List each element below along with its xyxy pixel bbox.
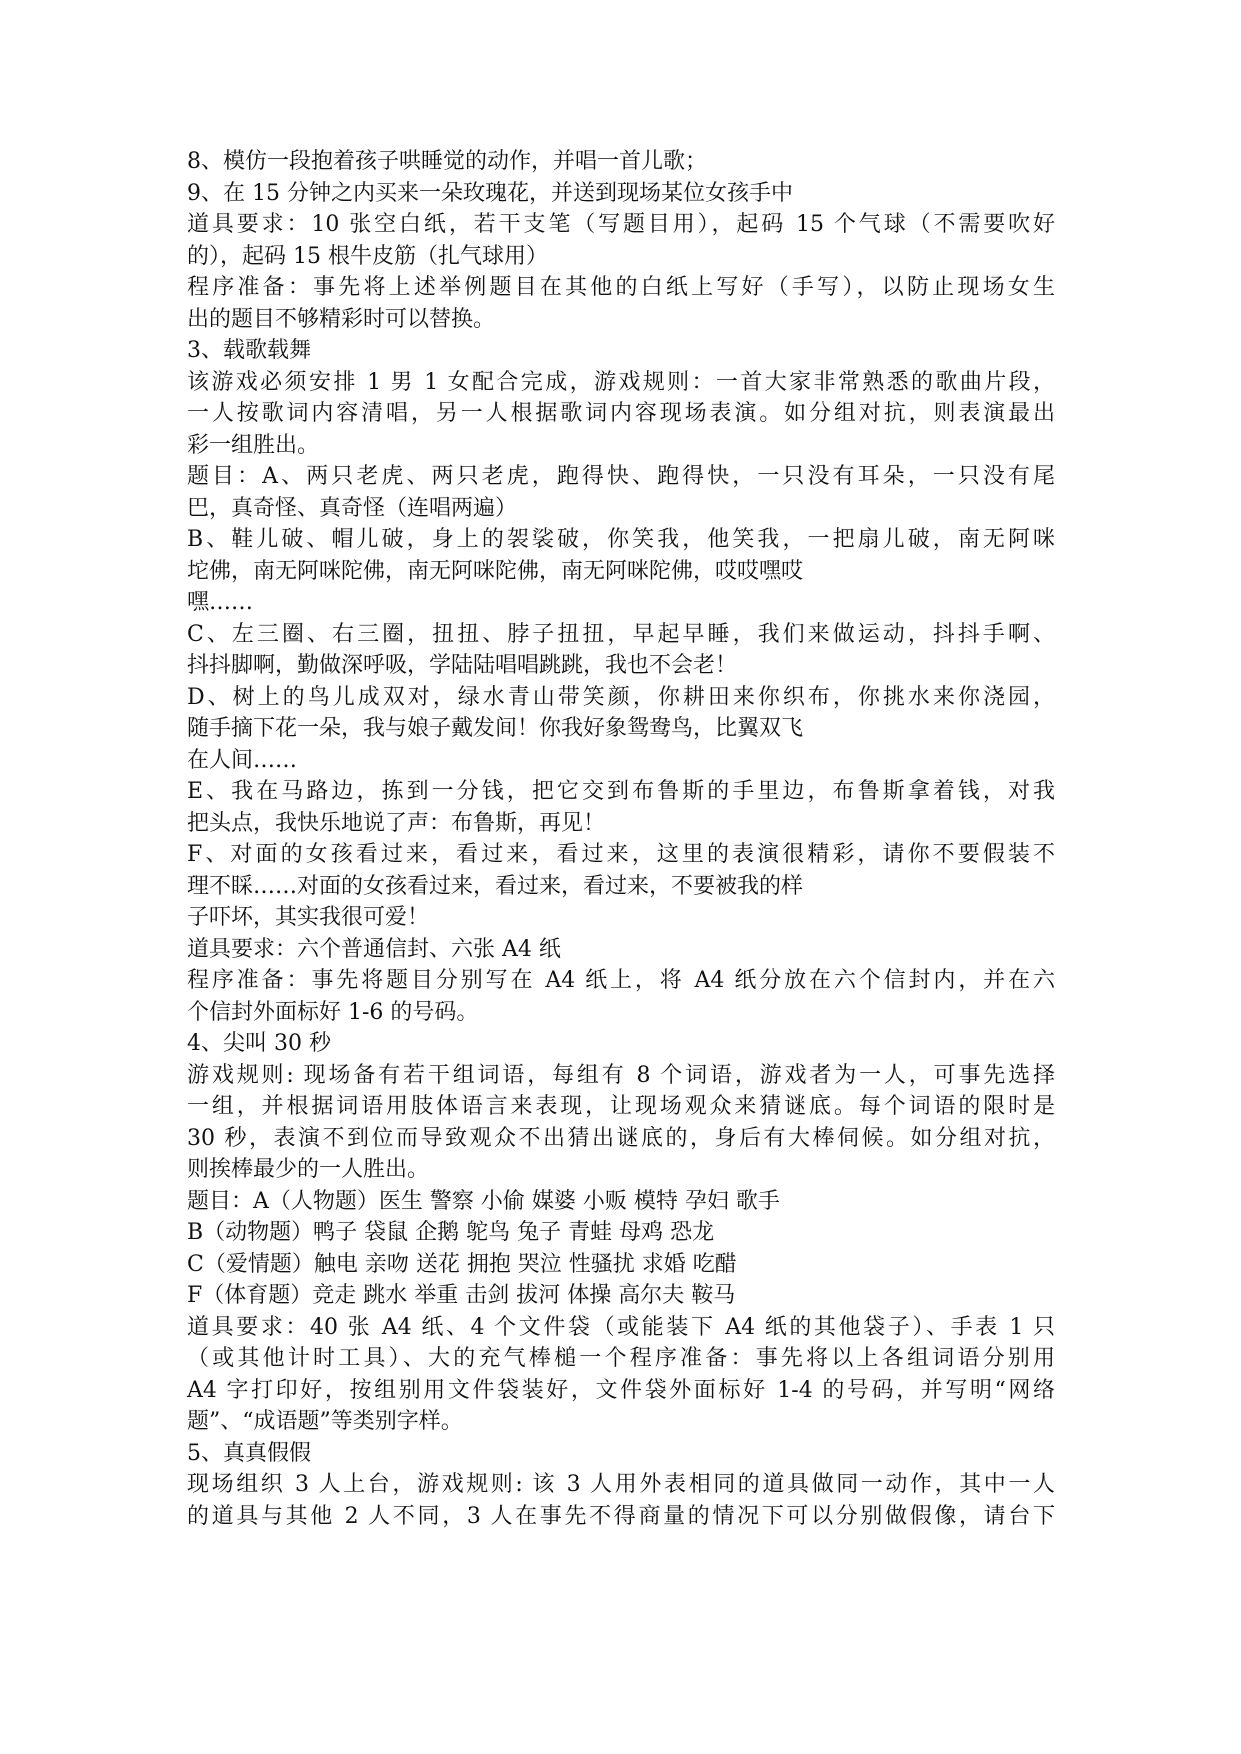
- text-line: 9、在 15 分钟之内买来一朵玫瑰花，并送到现场某位女孩手中: [187, 180, 793, 206]
- text-line: 30 秒，表演不到位而导致观众不出猜出谜底的，身后有大棒伺候。如分组对抗，: [187, 1125, 1055, 1151]
- text-line: C、左三圈、右三圈，扭扭、脖子扭扭，早起早睡，我们来做运动，抖抖手啊、: [187, 621, 1055, 647]
- text-line: 3、载歌载舞: [187, 338, 311, 363]
- text-line: 题目：A（人物题）医生 警察 小偷 媒婆 小贩 模特 孕妇 歌手: [187, 1188, 780, 1214]
- text-line: 彩一组胜出。: [187, 432, 320, 458]
- text-line: 在人间……: [187, 747, 298, 773]
- text-line: 游戏规则: 现场备有若干组词语，每组有 8 个词语，游戏者为一人，可事先选择: [187, 1062, 1055, 1088]
- text-line: 随手摘下花一朵，我与娘子戴发间！你我好象鸳鸯鸟，比翼双飞: [187, 716, 804, 741]
- text-line: F、对面的女孩看过来，看过来，看过来，这里的表演很精彩，请你不要假装不: [187, 842, 1055, 867]
- text-line: B、鞋儿破、帽儿破，身上的袈裟破，你笑我，他笑我，一把扇儿破，南无阿咪: [187, 527, 1055, 552]
- text-line: （或其他计时工具）、大的充气棒槌一个程序准备：事先将以上各组词语分别用: [187, 1346, 1055, 1371]
- text-line: 道具要求：40 张 A4 纸、4 个文件袋（或能装下 A4 纸的其他袋子）、手表 1 只: [187, 1314, 1055, 1340]
- text-line: 子吓坏，其实我很可爱！: [187, 905, 430, 930]
- text-line: 的），起码 15 根牛皮筋（扎气球用）: [187, 243, 548, 269]
- text-line: B（动物题）鸭子 袋鼠 企鹅 鸵鸟 兔子 青蛙 母鸡 恐龙: [187, 1220, 715, 1245]
- text-line: 嘿……: [187, 590, 254, 615]
- document-page: [187, 146, 1055, 1532]
- text-line: 题”、“成语题”等类别字样。: [187, 1409, 463, 1434]
- text-line: 程序准备：事先将上述举例题目在其他的白纸上写好（手写），以防止现场女生: [187, 275, 1055, 300]
- text-line: 道具要求：10 张空白纸，若干支笔（写题目用），起码 15 个气球（不需要吹好: [187, 212, 1055, 237]
- text-line: 一组，并根据词语用肢体语言来表现，让现场观众来猜谜底。每个词语的限时是: [187, 1094, 1055, 1119]
- text-line: 4、尖叫 30 秒: [187, 1031, 331, 1056]
- text-line: 现场组织 3 人上台，游戏规则: 该 3 人用外表相同的道具做同一动作，其中一人: [187, 1472, 1055, 1497]
- text-line: 5、真真假假: [187, 1440, 311, 1466]
- text-line: 个信封外面标好 1-6 的号码。: [187, 999, 479, 1025]
- text-line: 一人按歌词内容清唱，另一人根据歌词内容现场表演。如分组对抗，则表演最出: [187, 401, 1055, 426]
- text-line: F（体育题）竞走 跳水 举重 击剑 拔河 体操 高尔夫 鞍马: [187, 1283, 736, 1308]
- text-line: 题目：A、两只老虎、两只老虎，跑得快、跑得快，一只没有耳朵，一只没有尾: [187, 464, 1055, 489]
- text-line: 8、模仿一段抱着孩子哄睡觉的动作，并唱一首儿歌；: [187, 149, 707, 174]
- text-line: D、树上的鸟儿成双对，绿水青山带笑颜，你耕田来你织布，你挑水来你浇园，: [187, 684, 1055, 710]
- text-line: C（爱情题）触电 亲吻 送花 拥抱 哭泣 性骚扰 求婚 吃醋: [187, 1251, 737, 1277]
- text-line: 出的题目不够精彩时可以替换。: [187, 306, 496, 332]
- text-line: E、我在马路边，拣到一分钱，把它交到布鲁斯的手里边，布鲁斯拿着钱，对我: [187, 779, 1055, 804]
- text-line: 道具要求：六个普通信封、六张 A4 纸: [187, 936, 561, 962]
- text-line: A4 字打印好，按组别用文件袋装好，文件袋外面标好 1-4 的号码，并写明“网络: [187, 1377, 1055, 1403]
- text-line: 把头点，我快乐地说了声：布鲁斯，再见！: [187, 810, 606, 836]
- text-line: 坨佛，南无阿咪陀佛，南无阿咪陀佛，南无阿咪陀佛，哎哎嘿哎: [187, 558, 804, 584]
- text-line: 抖抖脚啊，勤做深呼吸，学陆陆唱唱跳跳，我也不会老！: [187, 653, 738, 678]
- text-line: 理不睬……对面的女孩看过来，看过来，看过来，不要被我的样: [187, 873, 804, 899]
- text-line: 巴，真奇怪、真奇怪（连唱两遍）: [187, 495, 518, 521]
- text-line: 该游戏必须安排 1 男 1 女配合完成，游戏规则：一首大家非常熟悉的歌曲片段，: [187, 369, 1055, 395]
- text-line: 程序准备：事先将题目分别写在 A4 纸上，将 A4 纸分放在六个信封内，并在六: [187, 968, 1055, 993]
- text-line: 的道具与其他 2 人不同，3 人在事先不得商量的情况下可以分别做假像，请台下: [187, 1503, 1055, 1529]
- text-line: 则挨棒最少的一人胜出。: [187, 1157, 430, 1182]
